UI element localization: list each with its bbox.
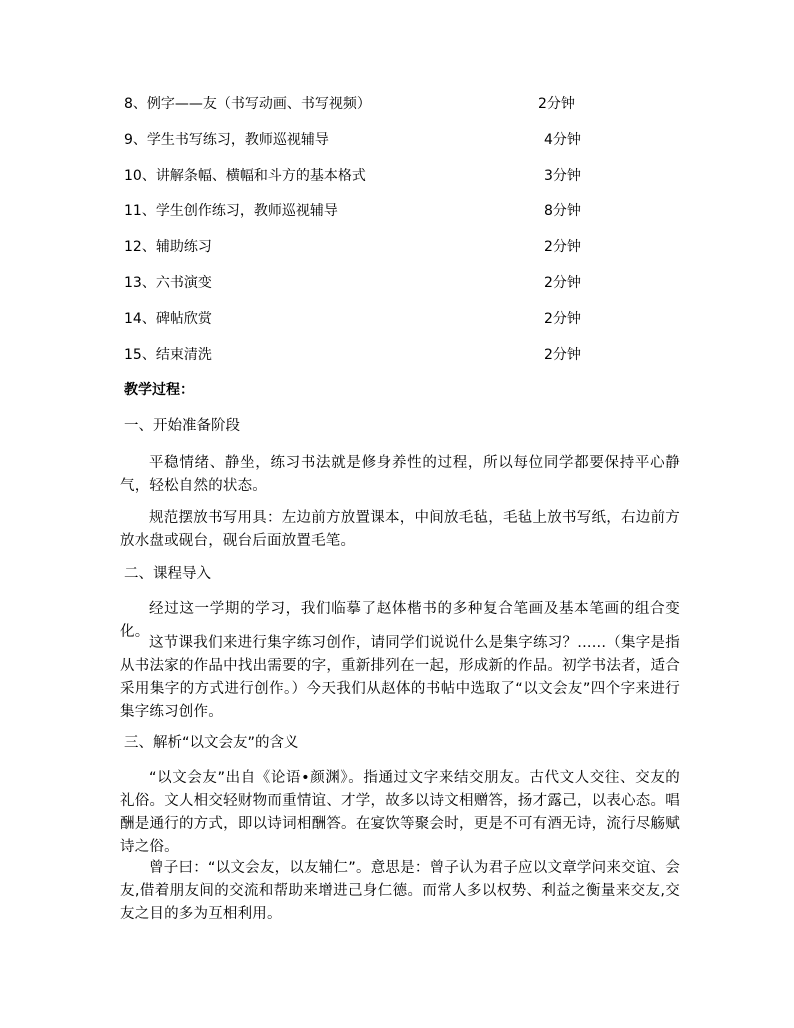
schedule-item-time: 2分钟 (544, 275, 581, 291)
section-2-title: 二、课程导入 (124, 566, 211, 582)
schedule-item-label: 14、碑帖欣赏 (124, 311, 212, 327)
schedule-item-time: 8分钟 (544, 203, 581, 219)
schedule-item-label: 11、学生创作练习，教师巡视辅导 (124, 203, 338, 219)
schedule-item-label: 15、结束清洗 (124, 347, 212, 363)
section-3-paragraph-1: “以文会友”出自《论语•颜渊》。指通过文字来结交朋友。古代文人交往、交友的礼俗。文人相交轻财物而重情谊、才学，故多以诗文相赠答，扬才露己，以表心态。唱酬是通行的方式，即以诗词相酬答。在宴饮等聚会时，更是不可有酒无诗，流行尽觞赋诗之俗。 (120, 770, 680, 855)
section-3-paragraph-2: 曾子曰：“以文会友，以友辅仁”。意思是：曾子认为君子应以文章学问来交谊、会友,借着朋友间的交流和帮助来增进己身仁德。而常人多以权势、利益之衡量来交友,交友之目的多为互相利用。 (120, 860, 680, 922)
schedule-item-time: 2分钟 (538, 96, 575, 112)
schedule-item-label: 12、辅助练习 (124, 239, 212, 255)
schedule-item-time: 2分钟 (544, 239, 581, 255)
schedule-item-time: 4分钟 (544, 132, 581, 148)
schedule-item-label: 8、例字——友（书写动画、书写视频） (124, 96, 371, 112)
schedule-item-time: 2分钟 (544, 311, 581, 327)
section-1-title: 一、开始准备阶段 (124, 418, 240, 434)
schedule-item-label: 9、学生书写练习，教师巡视辅导 (124, 132, 329, 148)
section-2-paragraph-2: 这节课我们来进行集字练习创作，请同学们说说什么是集字练习？......（集字是指从书法家的作品中找出需要的字，重新排列在一起，形成新的作品。初学书法者，适合采用集字的方式进行创作。）今天我们从赵体的书帖中选取了“以文会友”四个字来进行集字练习创作。 (120, 635, 680, 720)
section-2-paragraph-1: 经过这一学期的学习，我们临摹了赵体楷书的多种复合笔画及基本笔画的组合变化。 (120, 601, 680, 640)
schedule-item-time: 2分钟 (544, 347, 581, 363)
schedule-item-label: 13、六书演变 (124, 275, 212, 291)
section-1-paragraph-2: 规范摆放书写用具：左边前方放置课本，中间放毛毡，毛毡上放书写纸，右边前方放水盘或砚台，砚台后面放置毛笔。 (120, 510, 680, 549)
schedule-item-time: 3分钟 (544, 168, 581, 184)
section-3-title: 三、解析“以文会友”的含义 (124, 735, 299, 751)
schedule-item-label: 10、讲解条幅、横幅和斗方的基本格式 (124, 168, 366, 184)
process-heading: 教学过程： (124, 382, 194, 398)
section-1-paragraph-1: 平稳情绪、静坐，练习书法就是修身养性的过程，所以每位同学都要保持平心静气，轻松自然的状态。 (120, 455, 680, 494)
